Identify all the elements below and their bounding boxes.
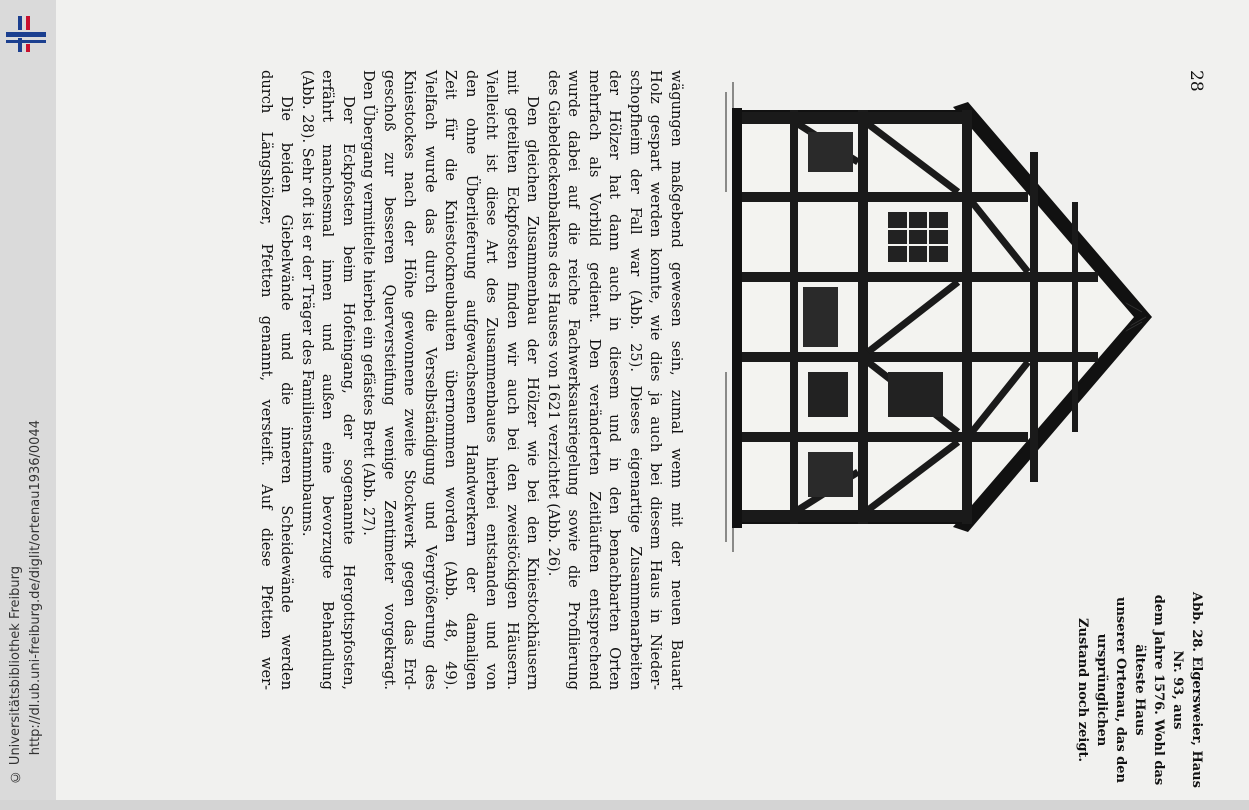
page-content — [166, 70, 1206, 810]
body-text — [256, 70, 687, 690]
text-line: Den gleichen Zusammenbau der Hölzer wie bei den Kniestockhäusern — [524, 96, 542, 690]
text-line: durch Längshölzer, Pfetten genannt, versteift. Auf diese Pfetten wer- — [258, 70, 275, 690]
paragraph — [543, 70, 687, 690]
text-line: Den Übergang vermittelte hierbei ein gefästes Brett (Abb. 27). — [360, 70, 378, 536]
text-line: Die beiden Giebelwände und die inneren Scheidewände werden — [278, 96, 296, 690]
text-line: Kniestockes nach der Höhe gewonnene zweite Stockwerk gegen das Erd- — [401, 70, 419, 690]
text-line: mit geteilten Eckpfosten finden wir auch bei den zweistöckigen Häusern. — [504, 70, 521, 690]
copyright-notice: © Universitätsbibliothek Freiburg — [8, 566, 23, 785]
paragraph — [256, 70, 297, 690]
scanned-page — [56, 0, 1249, 800]
text-line: den ohne Überlieferung aufgewachsenen Handwerkern der damaligen — [463, 70, 480, 690]
text-line: Der Eckpfosten beim Hofeingang, der sogenannte Hergottspfosten, — [340, 96, 357, 690]
half-timbered-house-drawing — [718, 72, 1158, 562]
text-line: des Giebeldeckenbalkens des Hauses von 1621 verzichtet (Abb. 26). — [545, 70, 562, 577]
text-line: mehrfach als Vorbild gedient. Den veränderten Zeitläuften entsprechend — [586, 70, 603, 690]
text-line: Vielleicht ist diese Art des Zusammenbaues hierbei entstanden und von — [483, 70, 501, 690]
text-line: schopfheim der Fall war (Abb. 25). Dieses eigenartige Zusammenarbeiten — [627, 70, 644, 690]
source-url[interactable]: http://dl.ub.uni-freiburg.de/diglit/ortenau1936/0044 — [28, 420, 43, 756]
caption-line: Zustand noch zeigt. — [1075, 618, 1090, 762]
caption-line: dem Jahre 1576. Wohl das älteste Haus — [1132, 594, 1166, 786]
text-line: (Abb. 28). Sehr oft ist er der Träger des Familienstammbaums. — [299, 70, 316, 537]
text-line: erfährt manchesmal innen und außen eine bevorzugte Behandlung — [319, 70, 337, 690]
text-line: der Hölzer hat dann auch in diesem und in den benachbarten Orten — [606, 70, 624, 690]
viewer-sidebar — [0, 0, 57, 800]
caption-line: unserer Ortenau, das den ursprünglichen — [1094, 597, 1128, 783]
text-line: Vielfach wurde das durch die Verselbständigung und Vergrößerung des — [422, 70, 439, 690]
page-number: 28 — [1186, 70, 1206, 92]
paragraph — [297, 70, 359, 690]
text-line: geschoß zur besseren Querversteifung wenige Zentimeter vorgekragt. — [381, 70, 398, 690]
text-line: wurde dabei auf die reiche Fachwerksausriegelung sowie die Profilierung — [565, 70, 583, 690]
figure-caption — [1073, 590, 1206, 790]
text-line: Holz gespart werden konnte, wie dies ja auch bei diesem Haus in Nieder- — [647, 70, 665, 690]
text-line: wägungen maßgebend gewesen sein, zumal wenn mit der neuen Bauart — [668, 70, 685, 690]
caption-line: Abb. 28. Elgersweier, Haus Nr. 93, aus — [1170, 592, 1204, 788]
text-line: Zeit für die Kniestockneubauten übernommen worden (Abb. 48, 49). — [442, 70, 460, 690]
paragraph — [358, 70, 543, 690]
